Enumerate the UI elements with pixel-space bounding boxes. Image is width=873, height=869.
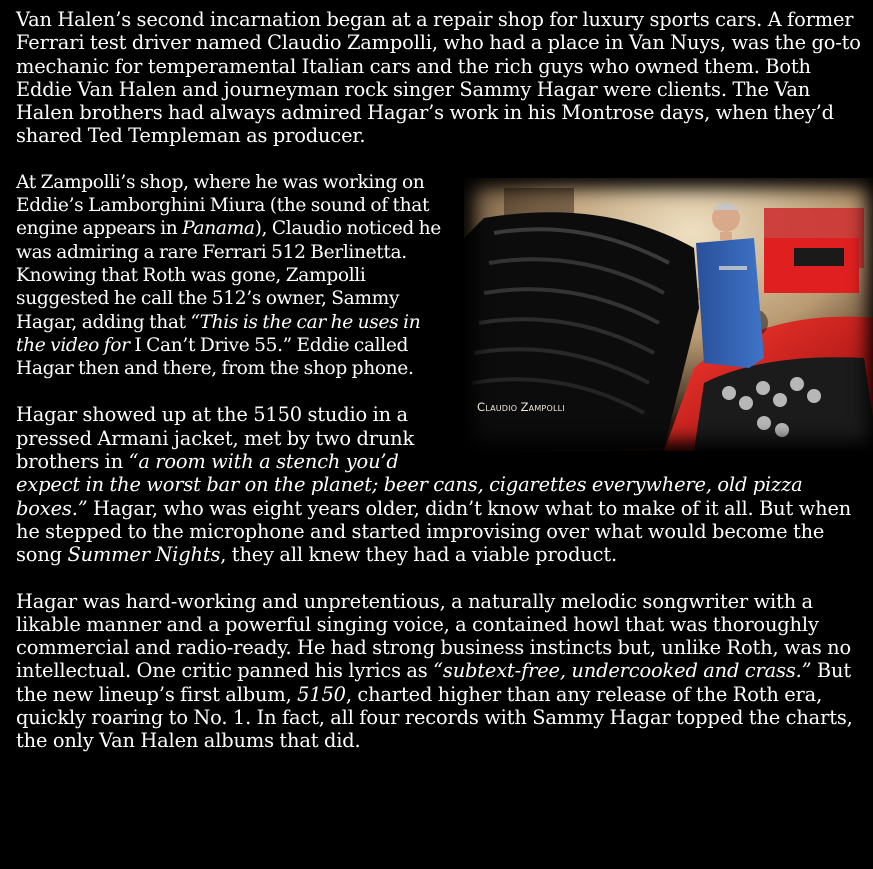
paragraph-2-text-f: Eddie called Hagar then and there, from the shop phone. [16, 334, 414, 380]
paragraph-1 [16, 8, 864, 148]
album-title-5150: 5150 [297, 682, 346, 706]
song-title-summer-nights: Summer Nights [67, 543, 221, 567]
quote-car-video: “This is the car he uses in the video for [16, 311, 421, 356]
article-body [16, 8, 864, 776]
song-title-panama: Panama [182, 218, 255, 240]
paragraph-3-text-a: Hagar showed up at the 5150 studio in a pressed Armani jacket, met by two drunk brothers in [16, 403, 415, 474]
paragraph-4-text-c: But the new lineup’s first album, [16, 659, 852, 706]
quote-room-stench: “a room with a stench you’d expect in the worst bar on the planet; beer cans, cigarettes everywhere, old pizza boxes.” [16, 450, 803, 520]
paragraph-3-text-c: Hagar, who was eight years older, didn’t know what to make of it all. But when he stepped to the microphone and started improvising over what would become the song [16, 496, 852, 567]
paragraph-1-text: Van Halen’s second incarnation began at a repair shop for luxury sports cars. A former Ferrari test driver named Claudio Zampolli, who had a place in Van Nuys, was the go-to mechanic for temperamental Italian cars and the rich guys who owned them. Both Eddie Van Halen and journeyman rock singer Sammy Hagar were clients. The Van Halen brothers had always admired Hagar’s work in his Montrose days, when they’d shared Ted Templeman as producer. [16, 8, 861, 148]
photo-claudio-zampolli [464, 178, 873, 451]
paragraph-3-text-e: , they all knew they had a viable product. [220, 543, 618, 567]
paragraph-4 [16, 590, 864, 753]
photo-caption: Claudio Zampolli [477, 399, 565, 414]
paragraph-4-text-a: Hagar was hard-working and unpretentious, a naturally melodic songwriter with a likable manner and a powerful singing voice, a contained howl that was thoroughly commercial and radio-ready. He had strong business instincts but, unlike Roth, was no intellectual. One critic panned his lyrics as [16, 589, 852, 683]
song-title-cant-drive-55: I Can’t Drive 55.” [134, 334, 292, 356]
paragraph-4-text-e: , charted higher than any release of the Roth era, quickly roaring to No. 1. In fact, all four records with Sammy Hagar topped the charts, the only Van Halen albums that did. [16, 682, 853, 753]
paragraph-2-text-a: At Zampolli’s shop, where he was working on Eddie’s Lamborghini Miura (the sound of that engine appears in [16, 171, 430, 240]
paragraph-2-text-c: ), Claudio noticed he was admiring a rare Ferrari 512 Berlinetta. Knowing that Roth was gone, Zampolli suggested he call the 512’s owner, Sammy Hagar, adding that [16, 218, 441, 333]
quote-critic-lyrics: “subtext-free, undercooked and crass.” [433, 659, 812, 683]
